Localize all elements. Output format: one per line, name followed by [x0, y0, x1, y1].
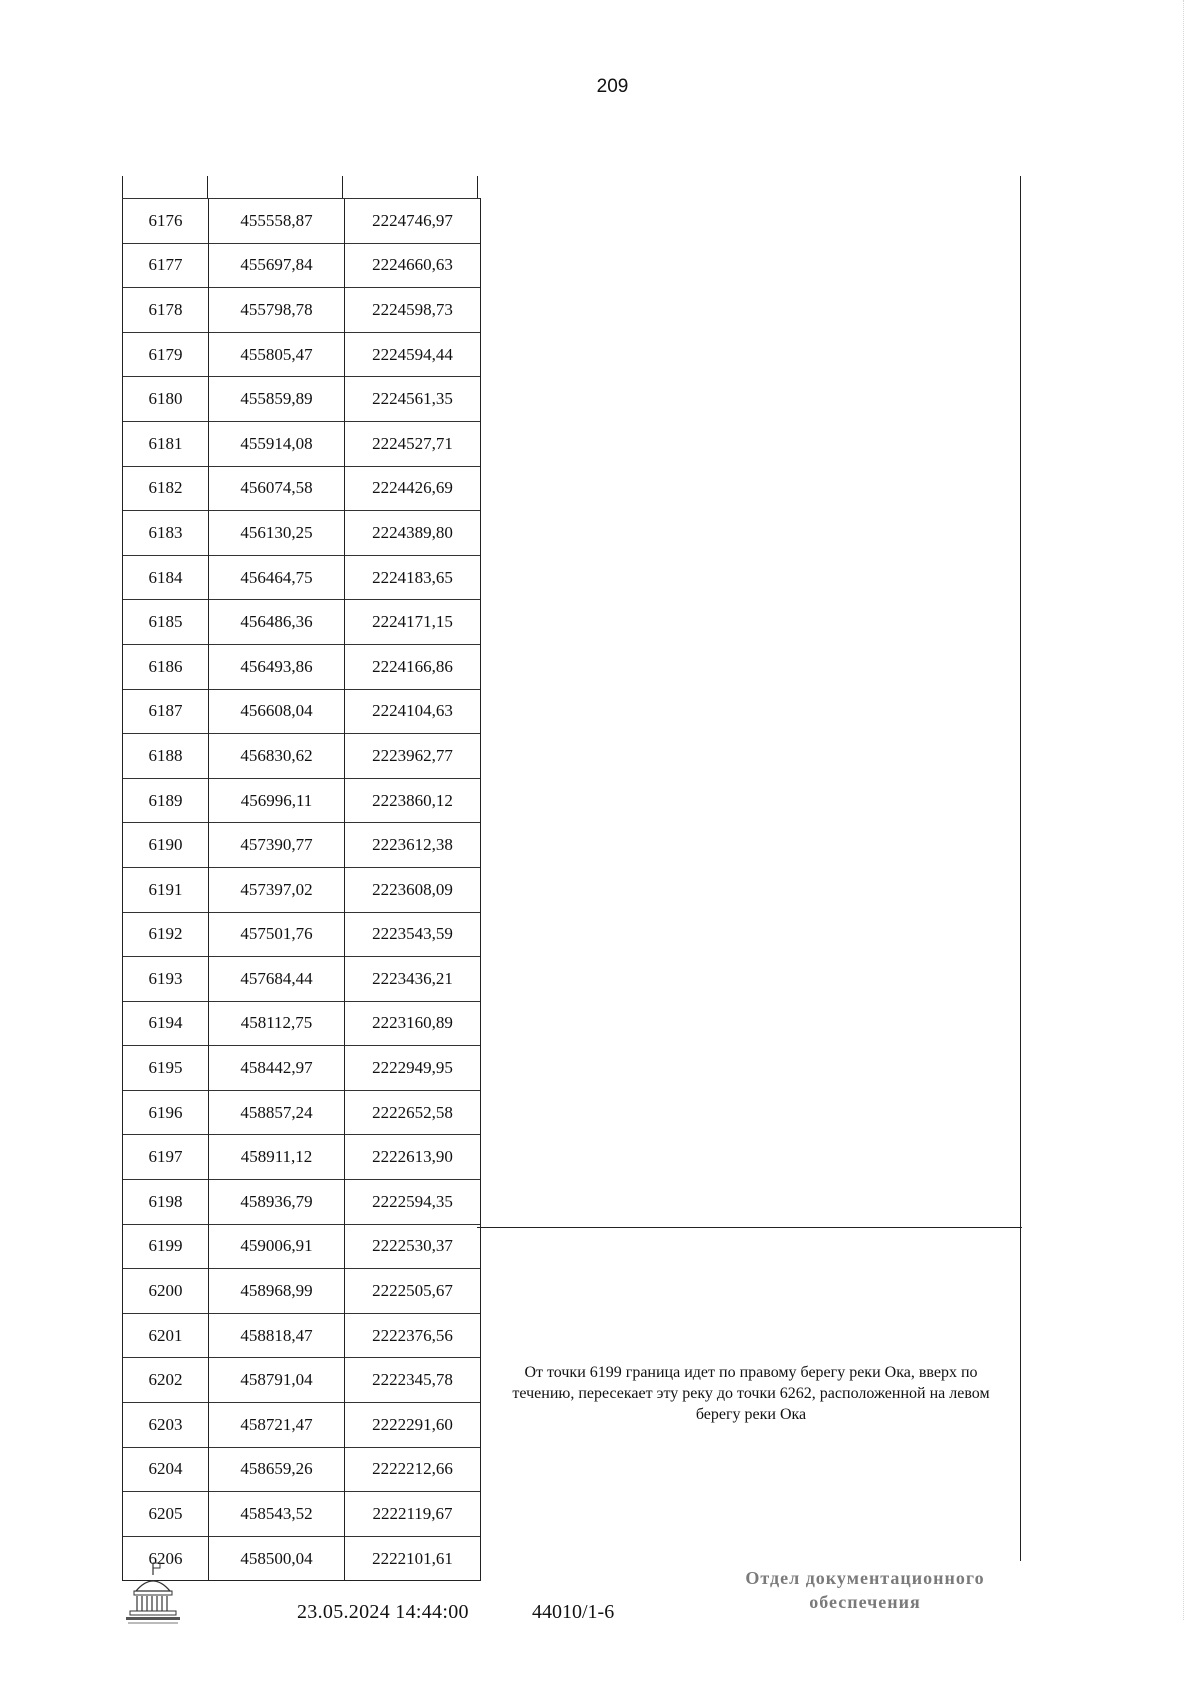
table-row: [123, 1224, 481, 1269]
table-row: [123, 867, 481, 912]
coordinates-sheet: [122, 176, 1022, 1568]
x-coordinate-cell: 458112,75: [209, 1001, 345, 1046]
x-coordinate-cell: 459006,91: [209, 1224, 345, 1269]
point-number-cell: 6177: [123, 243, 209, 288]
y-coordinate-cell: 2224171,15: [345, 600, 481, 645]
y-coordinate-cell: 2223612,38: [345, 823, 481, 868]
point-number-cell: 6204: [123, 1447, 209, 1492]
table-row: [123, 734, 481, 779]
table-row: [123, 243, 481, 288]
x-coordinate-cell: 457501,76: [209, 912, 345, 957]
point-number-cell: 6184: [123, 555, 209, 600]
y-coordinate-cell: 2224561,35: [345, 377, 481, 422]
x-coordinate-cell: 458936,79: [209, 1180, 345, 1225]
table-row: [123, 957, 481, 1002]
point-number-cell: 6178: [123, 288, 209, 333]
table-row: [123, 1447, 481, 1492]
x-coordinate-cell: 455914,08: [209, 421, 345, 466]
table-row: [123, 377, 481, 422]
coordinates-table: [122, 198, 481, 1581]
y-coordinate-cell: 2224166,86: [345, 644, 481, 689]
point-number-cell: 6187: [123, 689, 209, 734]
x-coordinate-cell: 456830,62: [209, 734, 345, 779]
table-row: [123, 1001, 481, 1046]
table-row: [123, 912, 481, 957]
x-coordinate-cell: 457684,44: [209, 957, 345, 1002]
x-coordinate-cell: 457397,02: [209, 867, 345, 912]
x-coordinate-cell: 456996,11: [209, 778, 345, 823]
table-row: [123, 1492, 481, 1537]
point-number-cell: 6180: [123, 377, 209, 422]
y-coordinate-cell: 2222530,37: [345, 1224, 481, 1269]
x-coordinate-cell: 458442,97: [209, 1046, 345, 1091]
point-number-cell: 6179: [123, 332, 209, 377]
table-row: [123, 1403, 481, 1448]
y-coordinate-cell: 2222291,60: [345, 1403, 481, 1448]
table-row: [123, 466, 481, 511]
y-coordinate-cell: 2224598,73: [345, 288, 481, 333]
table-row: [123, 1313, 481, 1358]
x-coordinate-cell: 458791,04: [209, 1358, 345, 1403]
table-row: [123, 823, 481, 868]
x-coordinate-cell: 458968,99: [209, 1269, 345, 1314]
y-coordinate-cell: 2223436,21: [345, 957, 481, 1002]
x-coordinate-cell: 455697,84: [209, 243, 345, 288]
point-number-cell: 6198: [123, 1180, 209, 1225]
point-number-cell: 6185: [123, 600, 209, 645]
table-row: [123, 644, 481, 689]
x-coordinate-cell: 458818,47: [209, 1313, 345, 1358]
x-coordinate-cell: 455859,89: [209, 377, 345, 422]
x-coordinate-cell: 458543,52: [209, 1492, 345, 1537]
table-row: [123, 1358, 481, 1403]
table-row: [123, 778, 481, 823]
y-coordinate-cell: 2224527,71: [345, 421, 481, 466]
point-number-cell: 6181: [123, 421, 209, 466]
point-number-cell: 6192: [123, 912, 209, 957]
x-coordinate-cell: 456464,75: [209, 555, 345, 600]
x-coordinate-cell: 455558,87: [209, 199, 345, 244]
point-number-cell: 6182: [123, 466, 209, 511]
page-number: 209: [596, 76, 629, 97]
y-coordinate-cell: 2222505,67: [345, 1269, 481, 1314]
x-coordinate-cell: 458659,26: [209, 1447, 345, 1492]
boundary-description: От точки 6199 граница идет по правому берегу реки Ока, вверх по течению, пересекает эту реку до точки 6262, расположенной на левом берегу реки Ока: [512, 1364, 990, 1423]
point-number-cell: 6188: [123, 734, 209, 779]
table-row: [123, 1090, 481, 1135]
boundary-description-cell: [482, 1227, 1020, 1560]
y-coordinate-cell: 2223962,77: [345, 734, 481, 779]
x-coordinate-cell: 456130,25: [209, 511, 345, 556]
point-number-cell: 6196: [123, 1090, 209, 1135]
y-coordinate-cell: 2224104,63: [345, 689, 481, 734]
point-number-cell: 6189: [123, 778, 209, 823]
table-row: [123, 689, 481, 734]
point-number-cell: 6194: [123, 1001, 209, 1046]
point-number-cell: 6197: [123, 1135, 209, 1180]
table-row: [123, 1269, 481, 1314]
x-coordinate-cell: 456608,04: [209, 689, 345, 734]
y-coordinate-cell: 2222949,95: [345, 1046, 481, 1091]
y-coordinate-cell: 2222652,58: [345, 1090, 481, 1135]
point-number-cell: 6191: [123, 867, 209, 912]
point-number-cell: 6195: [123, 1046, 209, 1091]
y-coordinate-cell: 2222594,35: [345, 1180, 481, 1225]
point-number-cell: 6205: [123, 1492, 209, 1537]
y-coordinate-cell: 2224660,63: [345, 243, 481, 288]
right-border-rule: [1020, 176, 1021, 1561]
y-coordinate-cell: 2223160,89: [345, 1001, 481, 1046]
y-coordinate-cell: 2223860,12: [345, 778, 481, 823]
y-coordinate-cell: 2222613,90: [345, 1135, 481, 1180]
x-coordinate-cell: 456074,58: [209, 466, 345, 511]
column-rule: [477, 176, 478, 198]
x-coordinate-cell: 455805,47: [209, 332, 345, 377]
point-number-cell: 6199: [123, 1224, 209, 1269]
y-coordinate-cell: 2224183,65: [345, 555, 481, 600]
point-number-cell: 6206: [123, 1536, 209, 1581]
point-number-cell: 6193: [123, 957, 209, 1002]
y-coordinate-cell: 2224746,97: [345, 199, 481, 244]
y-coordinate-cell: 2223608,09: [345, 867, 481, 912]
table-row: [123, 1046, 481, 1091]
table-row: [123, 288, 481, 333]
scan-margin-artifact: [1183, 0, 1194, 1620]
column-rule: [122, 176, 123, 198]
point-number-cell: 6201: [123, 1313, 209, 1358]
footer-document-number: 44010/1-6: [532, 1601, 615, 1623]
table-row: [123, 1180, 481, 1225]
y-coordinate-cell: 2224594,44: [345, 332, 481, 377]
point-number-cell: 6200: [123, 1269, 209, 1314]
y-coordinate-cell: 2222101,61: [345, 1536, 481, 1581]
table-row: [123, 421, 481, 466]
x-coordinate-cell: 457390,77: [209, 823, 345, 868]
x-coordinate-cell: 458911,12: [209, 1135, 345, 1180]
point-number-cell: 6176: [123, 199, 209, 244]
column-rule: [342, 176, 343, 198]
table-row: [123, 332, 481, 377]
y-coordinate-cell: 2222376,56: [345, 1313, 481, 1358]
table-row: [123, 555, 481, 600]
y-coordinate-cell: 2222345,78: [345, 1358, 481, 1403]
point-number-cell: 6183: [123, 511, 209, 556]
y-coordinate-cell: 2223543,59: [345, 912, 481, 957]
x-coordinate-cell: 458857,24: [209, 1090, 345, 1135]
y-coordinate-cell: 2222212,66: [345, 1447, 481, 1492]
y-coordinate-cell: 2224426,69: [345, 466, 481, 511]
point-number-cell: 6203: [123, 1403, 209, 1448]
department-stamp: [715, 1566, 1015, 1614]
x-coordinate-cell: 458721,47: [209, 1403, 345, 1448]
y-coordinate-cell: 2222119,67: [345, 1492, 481, 1537]
stamp-line-2: обеспечения: [809, 1592, 921, 1612]
table-row: [123, 1135, 481, 1180]
point-number-cell: 6190: [123, 823, 209, 868]
x-coordinate-cell: 456486,36: [209, 600, 345, 645]
y-coordinate-cell: 2224389,80: [345, 511, 481, 556]
point-number-cell: 6202: [123, 1358, 209, 1403]
x-coordinate-cell: 458500,04: [209, 1536, 345, 1581]
point-number-cell: 6186: [123, 644, 209, 689]
table-row: [123, 600, 481, 645]
column-rule: [207, 176, 208, 198]
table-row: [123, 511, 481, 556]
stamp-line-1: Отдел документационного: [745, 1568, 985, 1588]
duma-emblem-icon: [122, 1561, 184, 1625]
table-row: [123, 199, 481, 244]
x-coordinate-cell: 456493,86: [209, 644, 345, 689]
footer-datetime: 23.05.2024 14:44:00: [297, 1601, 469, 1623]
x-coordinate-cell: 455798,78: [209, 288, 345, 333]
